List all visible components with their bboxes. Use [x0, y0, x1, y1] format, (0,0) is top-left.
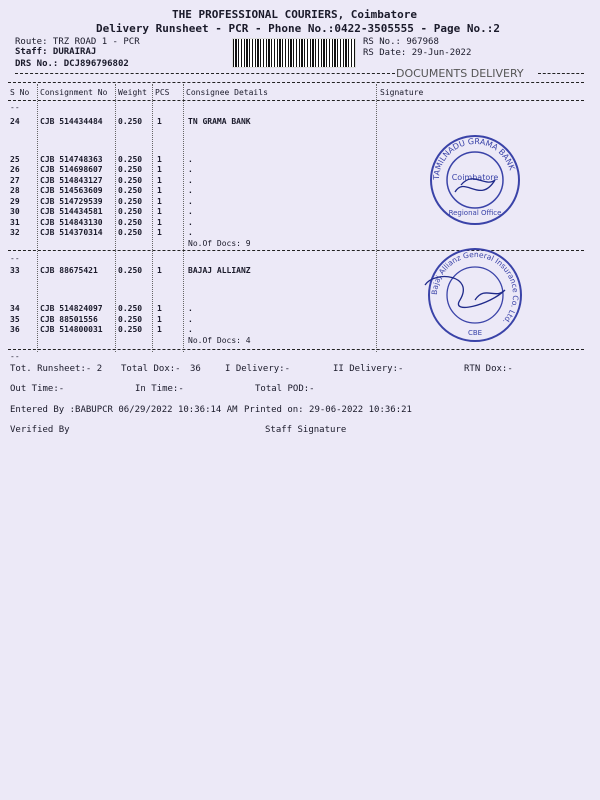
- row-35-details: .: [188, 315, 193, 324]
- i-delivery: I Delivery:-: [225, 364, 291, 374]
- verified-by: Verified By: [10, 425, 70, 435]
- row-26-sno: 26: [10, 165, 20, 174]
- row-31-sno: 31: [10, 218, 20, 227]
- row-29-details: .: [188, 197, 193, 206]
- row-30-details: .: [188, 207, 193, 216]
- row-35-pcs: 1: [157, 315, 162, 324]
- staff-label: Staff: DURAIRAJ: [15, 47, 97, 57]
- row-34-pcs: 1: [157, 304, 162, 313]
- row-31-cons: CJB 514843130: [40, 218, 103, 227]
- row-26-details: .: [188, 165, 193, 174]
- group2-doc-count: No.Of Docs: 4: [188, 336, 251, 345]
- rs-number: RS No.: 967968: [363, 37, 439, 47]
- ii-delivery: II Delivery:-: [333, 364, 404, 374]
- row-24-details: TN GRAMA BANK: [188, 117, 251, 126]
- stamp1-center-text: Coimbatore: [451, 173, 499, 182]
- row-27-pcs: 1: [157, 176, 162, 185]
- out-time: Out Time:-: [10, 384, 65, 394]
- runsheet-title: Delivery Runsheet - PCR - Phone No.:0422-3505555 - Page No.:2: [96, 22, 500, 35]
- row-25-details: .: [188, 155, 193, 164]
- row-33-pcs: 1: [157, 266, 162, 275]
- row-29-pcs: 1: [157, 197, 162, 206]
- row-25-sno: 25: [10, 155, 20, 164]
- row-25-pcs: 1: [157, 155, 162, 164]
- tot-runsheet: Tot. Runsheet:- 2: [10, 364, 103, 374]
- row-26-pcs: 1: [157, 165, 162, 174]
- row-32-sno: 32: [10, 228, 20, 237]
- rtn-dox: RTN Dox:-: [464, 364, 513, 374]
- in-time: In Time:-: [135, 384, 184, 394]
- stamp1-bottom-text: Regional Office: [448, 209, 502, 217]
- col-pcs: PCS: [155, 88, 170, 97]
- staff-signature: Staff Signature: [265, 425, 347, 435]
- row-36-details: .: [188, 325, 193, 334]
- row-29-cons: CJB 514729539: [40, 197, 103, 206]
- rs-date: RS Date: 29-Jun-2022: [363, 48, 472, 58]
- row-35-sno: 35: [10, 315, 20, 324]
- row-35-cons: CJB 88501556: [40, 315, 98, 324]
- row-26-cons: CJB 514698607: [40, 165, 103, 174]
- row-24-weight: 0.250: [118, 117, 143, 126]
- row-30-weight: 0.250: [118, 207, 143, 216]
- row-34-details: .: [188, 304, 193, 313]
- row-36-sno: 36: [10, 325, 20, 334]
- stamp2-bottom-text: CBE: [467, 329, 483, 337]
- col-consignee: Consignee Details: [186, 88, 268, 97]
- row-28-details: .: [188, 186, 193, 195]
- row-36-pcs: 1: [157, 325, 162, 334]
- row-30-cons: CJB 514434581: [40, 207, 103, 216]
- row-34-cons: CJB 514824097: [40, 304, 103, 313]
- route-label: Route: TRZ ROAD 1 - PCR: [15, 37, 140, 47]
- row-29-sno: 29: [10, 197, 20, 206]
- row-24-cons: CJB 514434484: [40, 117, 103, 126]
- row-28-sno: 28: [10, 186, 20, 195]
- row-36-weight: 0.250: [118, 325, 143, 334]
- row-27-weight: 0.250: [118, 176, 143, 185]
- entered-by: Entered By :BABUPCR 06/29/2022 10:36:14 AM: [10, 405, 238, 415]
- bajaj-allianz-stamp: [415, 245, 535, 345]
- row-31-weight: 0.250: [118, 218, 143, 227]
- row-30-sno: 30: [10, 207, 20, 216]
- group1-doc-count: No.Of Docs: 9: [188, 239, 251, 248]
- col-sno: S No: [10, 88, 30, 97]
- company-title: THE PROFESSIONAL COURIERS, Coimbatore: [172, 8, 418, 21]
- row-31-pcs: 1: [157, 218, 162, 227]
- row-33-sno: 33: [10, 266, 20, 275]
- row-27-details: .: [188, 176, 193, 185]
- row-32-pcs: 1: [157, 228, 162, 237]
- col-weight: Weight: [118, 88, 147, 97]
- drs-number: DRS No.: DCJ896796802: [15, 59, 129, 69]
- row-26-weight: 0.250: [118, 165, 143, 174]
- row-25-weight: 0.250: [118, 155, 143, 164]
- total-dox-label: Total Dox:-: [121, 364, 181, 374]
- row-36-cons: CJB 514800031: [40, 325, 103, 334]
- col-consignment: Consignment No: [40, 88, 108, 97]
- row-25-cons: CJB 514748363: [40, 155, 103, 164]
- row-31-details: .: [188, 218, 193, 227]
- row-34-sno: 34: [10, 304, 20, 313]
- row-24-pcs: 1: [157, 117, 162, 126]
- row-28-pcs: 1: [157, 186, 162, 195]
- stamp1-ring-text: TAMILNADU GRAMA BANK: [431, 136, 517, 181]
- row-29-weight: 0.250: [118, 197, 143, 206]
- grama-bank-stamp: [425, 130, 525, 230]
- row-32-cons: CJB 514370314: [40, 228, 103, 237]
- row-24-sno: 24: [10, 117, 20, 126]
- documents-delivery-label: DOCUMENTS DELIVERY: [396, 67, 524, 80]
- total-pod: Total POD:-: [255, 384, 315, 394]
- row-33-details: BAJAJ ALLIANZ: [188, 266, 251, 275]
- row-27-sno: 27: [10, 176, 20, 185]
- row-27-cons: CJB 514843127: [40, 176, 103, 185]
- row-28-weight: 0.250: [118, 186, 143, 195]
- stamp2-ring-text: Bajaj Allianz General Insurance Co. Ltd.: [429, 249, 521, 326]
- row-28-cons: CJB 514563609: [40, 186, 103, 195]
- total-dox-value: 36: [190, 364, 201, 374]
- row-30-pcs: 1: [157, 207, 162, 216]
- row-35-weight: 0.250: [118, 315, 143, 324]
- printed-on: Printed on: 29-06-2022 10:36:21: [244, 405, 412, 415]
- barcode-image: [232, 38, 356, 68]
- row-33-weight: 0.250: [118, 266, 143, 275]
- row-33-cons: CJB 88675421: [40, 266, 98, 275]
- row-34-weight: 0.250: [118, 304, 143, 313]
- row-32-details: .: [188, 228, 193, 237]
- row-32-weight: 0.250: [118, 228, 143, 237]
- col-signature: Signature: [380, 88, 424, 97]
